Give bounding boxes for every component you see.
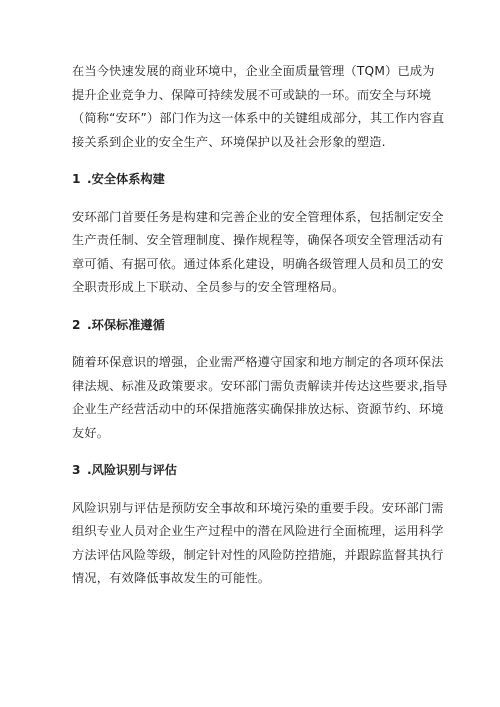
- paragraph-line: 章可循、有据可依。通过体系化建设，明确各级管理人员和员工的安: [72, 256, 444, 271]
- intro-line: （简称“安环”）部门作为这一体系中的关键组成部分，其工作内容直: [72, 111, 445, 125]
- paragraph-line: 风险识别与评估是预防安全事故和环境污染的重要手段。安环部门需: [72, 500, 444, 515]
- intro-line: 提升企业竞争力、保障可持续发展不可或缺的一环。而安全与环境: [72, 87, 432, 102]
- section-title: .安全体系构建: [87, 172, 165, 186]
- paragraph-line: 组织专业人员对企业生产过程中的潜在风险进行全面梳理，运用科学: [72, 524, 444, 538]
- section-number: 1: [72, 172, 81, 186]
- section-heading-2: [72, 314, 442, 338]
- paragraph-line: 律法规、标准及政策要求。安环部门需负责解读并传达这些要求,指导: [72, 378, 448, 393]
- intro-paragraph: [72, 60, 445, 154]
- paragraph-line: 随着环保意识的增强，企业需严格遵守国家和地方制定的各项环保法: [72, 355, 444, 369]
- section-paragraph-2: [72, 351, 448, 445]
- intro-line: 接关系到企业的安全生产、环境保护以及社会形象的塑造.: [72, 134, 386, 149]
- intro-line: 在当今快速发展的商业环境中，企业全面质量管理（TQM）已成为: [72, 64, 435, 78]
- section-paragraph-1: [72, 206, 442, 300]
- section-number: 2: [72, 317, 81, 332]
- section-heading-1: [72, 168, 442, 192]
- paragraph-line: 方法评估风险等级，制定针对性的风险防控措施，并跟踪监督其执行: [72, 547, 444, 562]
- paragraph-line: 友好。: [72, 425, 110, 440]
- section-title: .风险识别与评估: [87, 463, 177, 477]
- section-title: .环保标准遵循: [87, 317, 165, 332]
- document-page: [72, 60, 448, 591]
- paragraph-line: 安环部门首要任务是构建和完善企业的安全管理体系，包括制定安全: [72, 209, 444, 224]
- paragraph-line: 全职责形成上下联动、全员参与的安全管理格局。: [72, 280, 345, 294]
- paragraph-line: 生产责任制、安全管理制度、操作规程等，确保各项安全管理活动有: [72, 233, 444, 247]
- paragraph-line: 企业生产经营活动中的环保措施落实确保排放达标、资源节约、环境: [72, 402, 444, 416]
- section-heading-3: [72, 459, 442, 483]
- paragraph-line: 情况，有效降低事故发生的可能性。: [72, 571, 271, 585]
- section-number: 3: [72, 463, 81, 477]
- section-paragraph-3: [72, 497, 442, 591]
